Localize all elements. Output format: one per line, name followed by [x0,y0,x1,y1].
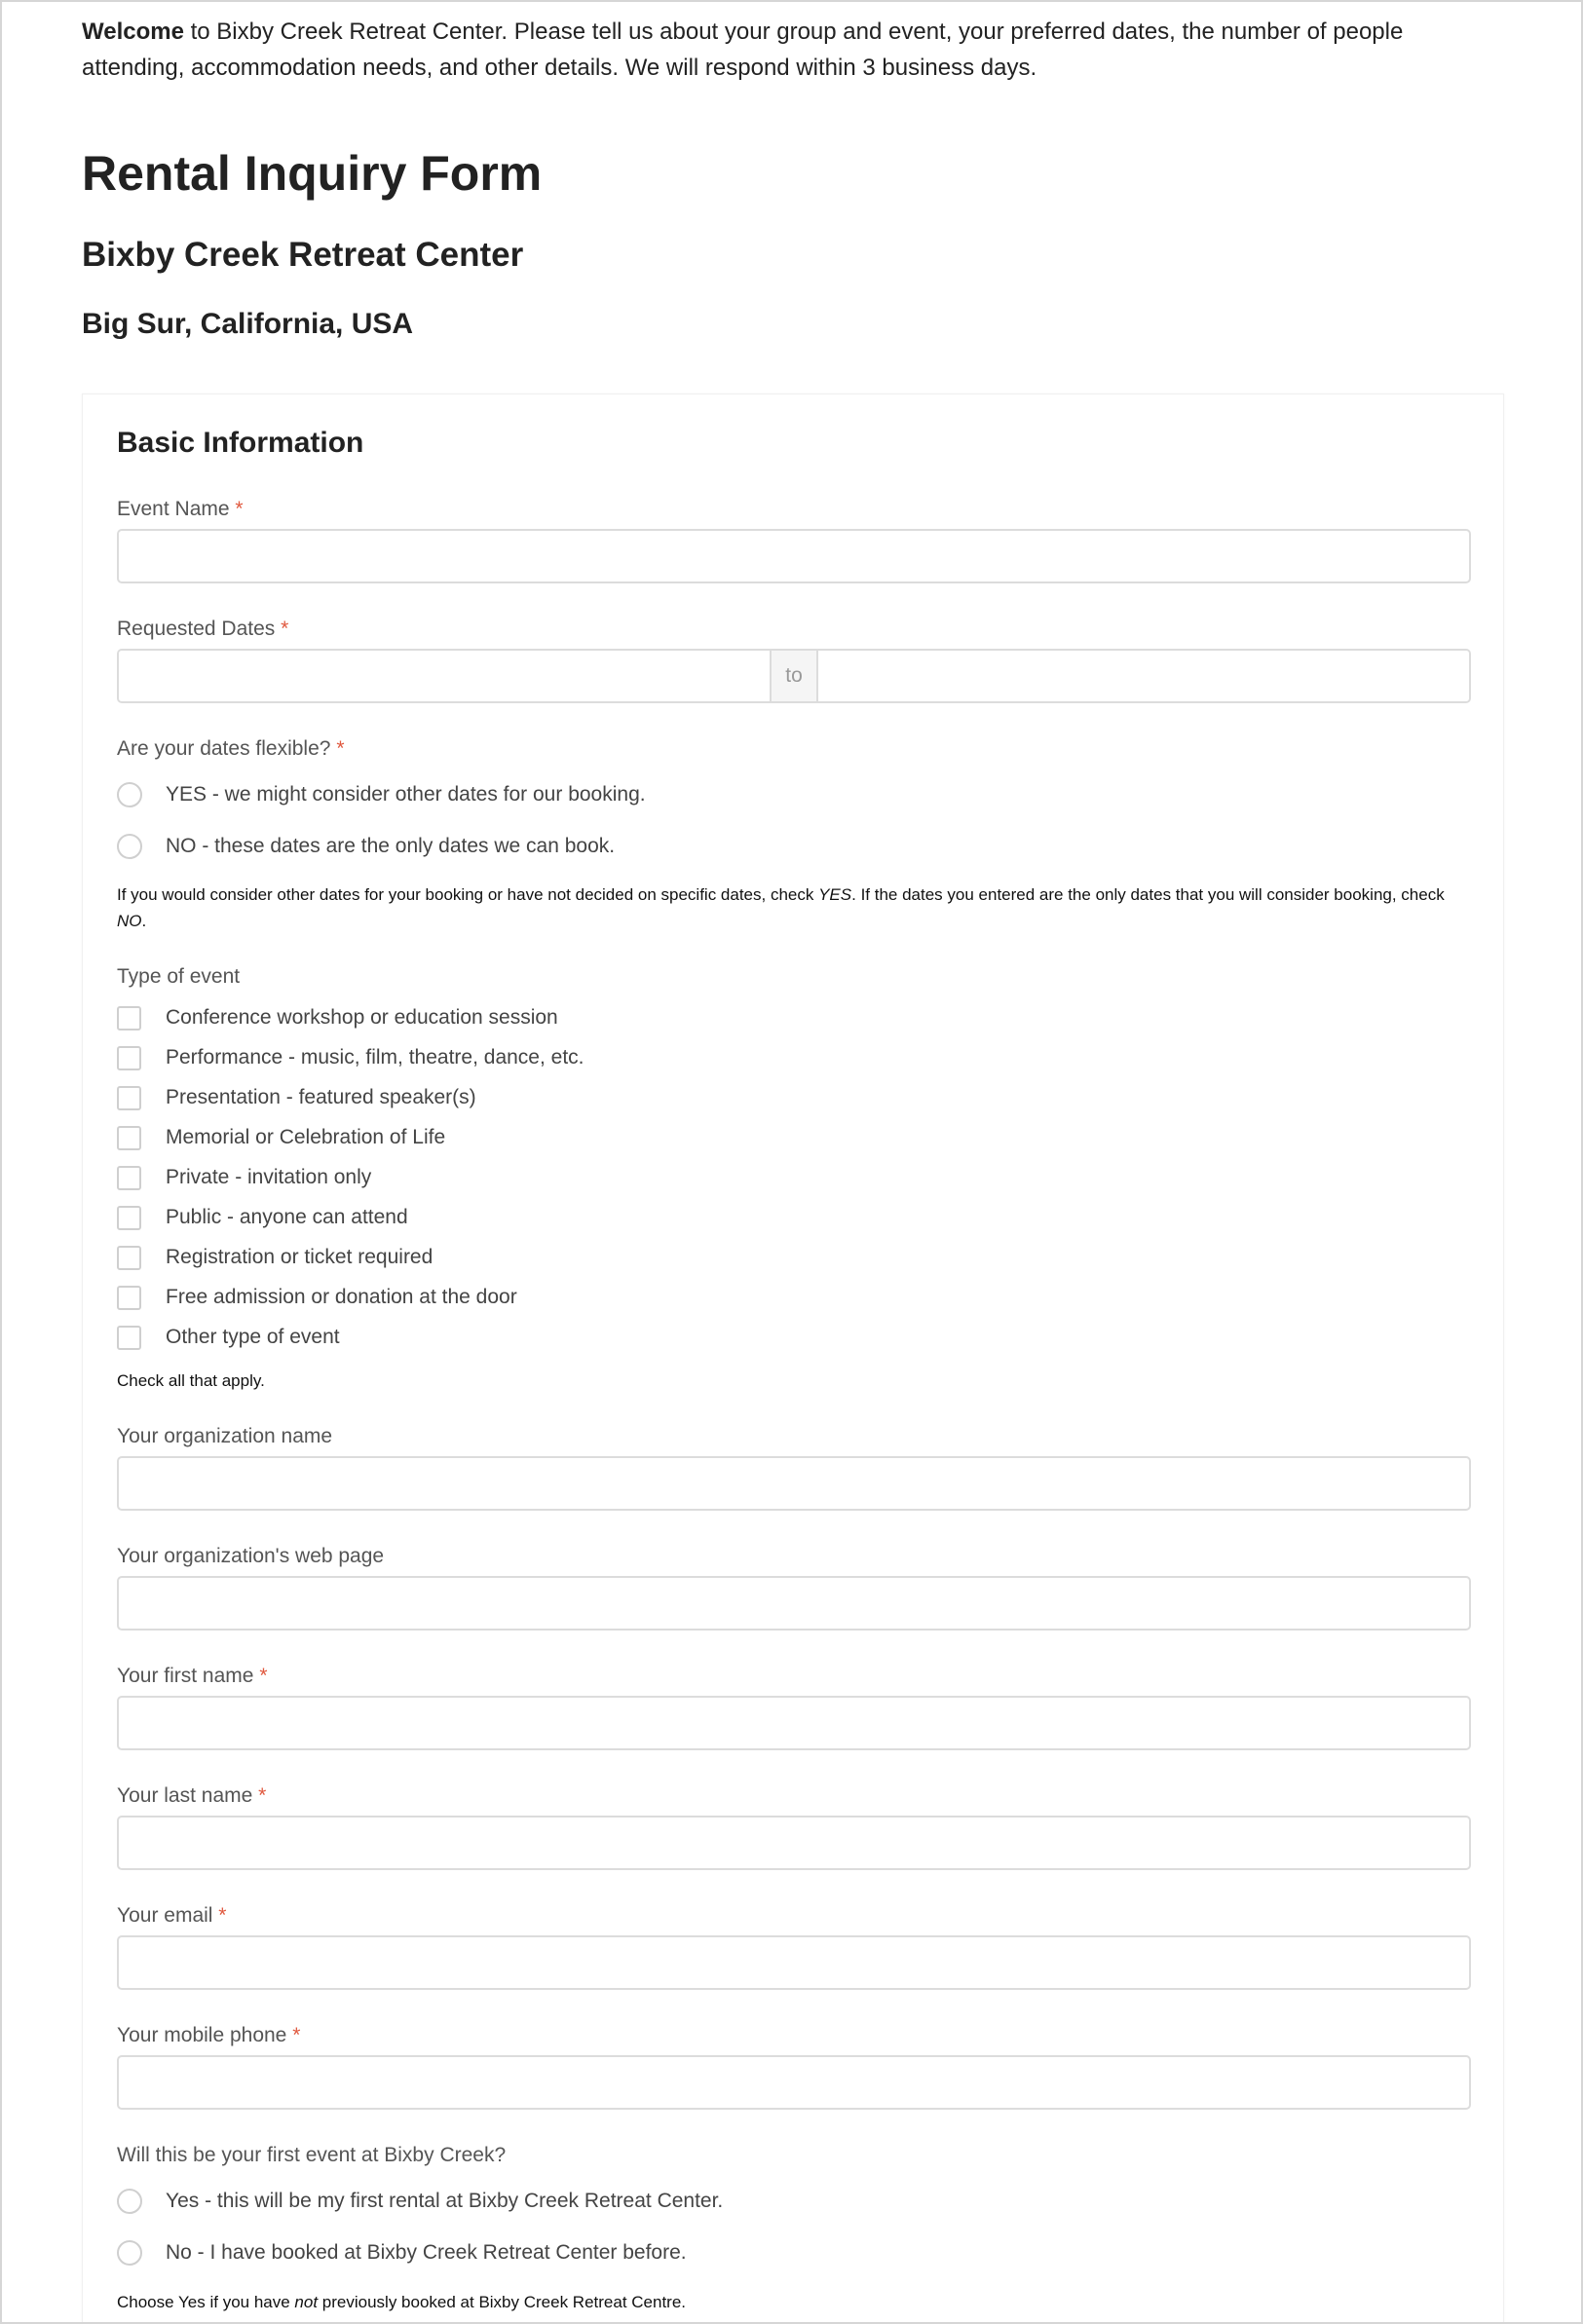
option-label: No - I have booked at Bixby Creek Retreat Center before. [166,2241,687,2264]
option-label: Presentation - featured speaker(s) [166,1086,476,1108]
intro-bold: Welcome [82,19,184,45]
org-name-label: Your organization name [117,1425,333,1447]
option-label: NO - these dates are the only dates we can book. [166,835,616,857]
end-date-input[interactable] [818,651,1469,701]
first-name-label: Your first name * [117,1665,268,1687]
event-type-option[interactable] [117,1123,445,1152]
option-label: Other type of event [166,1326,340,1348]
first-name-input[interactable] [117,1696,1471,1750]
first-event-no-option[interactable] [117,2238,687,2268]
option-label: YES - we might consider other dates for our booking. [166,783,646,806]
basic-information-card [82,394,1504,2324]
intro-text [82,14,1504,86]
event-type-help-text: Check all that apply. [117,1371,265,1390]
first-event-yes-option[interactable] [117,2187,723,2216]
radio-button[interactable] [117,782,142,807]
email-input[interactable] [117,1935,1471,1990]
org-web-input[interactable] [117,1576,1471,1631]
event-type-option[interactable] [117,1043,584,1072]
option-label: Private - invitation only [166,1166,372,1188]
required-marker: * [235,498,244,520]
option-label: Conference workshop or education session [166,1006,558,1029]
event-type-option[interactable] [117,1163,371,1192]
mobile-phone-label: Your mobile phone * [117,2024,301,2046]
radio-button[interactable] [117,834,142,859]
event-name-input[interactable] [117,529,1471,583]
flexible-yes-option[interactable] [117,780,646,809]
flexible-help-text: If you would consider other dates for your booking or have not decided on specific dates, check YES. If the dates you entered are the only dates that you will consider booking, check NO. [117,885,1445,930]
required-marker: * [258,1784,267,1807]
venue-location: Big Sur, California, USA [82,308,414,340]
last-name-label: Your last name * [117,1784,267,1807]
page-title: Rental Inquiry Form [82,146,543,201]
checkbox[interactable] [117,1326,141,1350]
date-range-separator: to [770,651,818,701]
option-label: Public - anyone can attend [166,1206,408,1228]
required-marker: * [281,618,289,640]
event-type-option[interactable] [117,1203,408,1232]
requested-dates-range [117,649,1471,703]
checkbox[interactable] [117,1166,141,1190]
section-title: Basic Information [117,427,364,459]
option-label: Memorial or Celebration of Life [166,1126,446,1148]
venue-name: Bixby Creek Retreat Center [82,236,524,274]
requested-dates-label: Requested Dates * [117,618,289,640]
required-marker: * [292,2024,301,2046]
event-type-option[interactable] [117,1003,558,1032]
option-label: Registration or ticket required [166,1246,433,1268]
radio-button[interactable] [117,2240,142,2266]
flexible-no-option[interactable] [117,832,615,861]
required-marker: * [336,737,345,760]
checkbox[interactable] [117,1046,141,1070]
event-name-label: Event Name * [117,498,244,520]
last-name-input[interactable] [117,1816,1471,1870]
checkbox[interactable] [117,1286,141,1310]
first-event-help-text: Choose Yes if you have not previously booked at Bixby Creek Retreat Centre. [117,2293,687,2311]
event-type-option[interactable] [117,1283,517,1312]
start-date-input[interactable] [119,651,770,701]
org-web-label: Your organization's web page [117,1545,385,1567]
option-label: Free admission or donation at the door [166,1286,517,1308]
org-name-input[interactable] [117,1456,1471,1511]
checkbox[interactable] [117,1206,141,1230]
checkbox[interactable] [117,1126,141,1150]
required-marker: * [259,1665,268,1687]
required-marker: * [218,1904,227,1927]
event-type-option[interactable] [117,1323,340,1352]
mobile-phone-input[interactable] [117,2055,1471,2110]
intro-body: to Bixby Creek Retreat Center. Please tell us about your group and event, your preferred dates, the number of people attending, accommodation needs, and other details. We will respond within 3 business days. [82,19,1404,81]
event-type-option[interactable] [117,1083,476,1112]
dates-flexible-label: Are your dates flexible? * [117,737,345,760]
checkbox[interactable] [117,1006,141,1031]
event-type-label: Type of event [117,965,241,988]
first-event-label: Will this be your first event at Bixby Creek? [117,2144,507,2166]
event-type-option[interactable] [117,1243,433,1272]
option-label: Yes - this will be my first rental at Bixby Creek Retreat Center. [166,2190,724,2212]
checkbox[interactable] [117,1246,141,1270]
checkbox[interactable] [117,1086,141,1110]
option-label: Performance - music, film, theatre, dance, etc. [166,1046,584,1068]
radio-button[interactable] [117,2189,142,2214]
email-label: Your email * [117,1904,227,1927]
